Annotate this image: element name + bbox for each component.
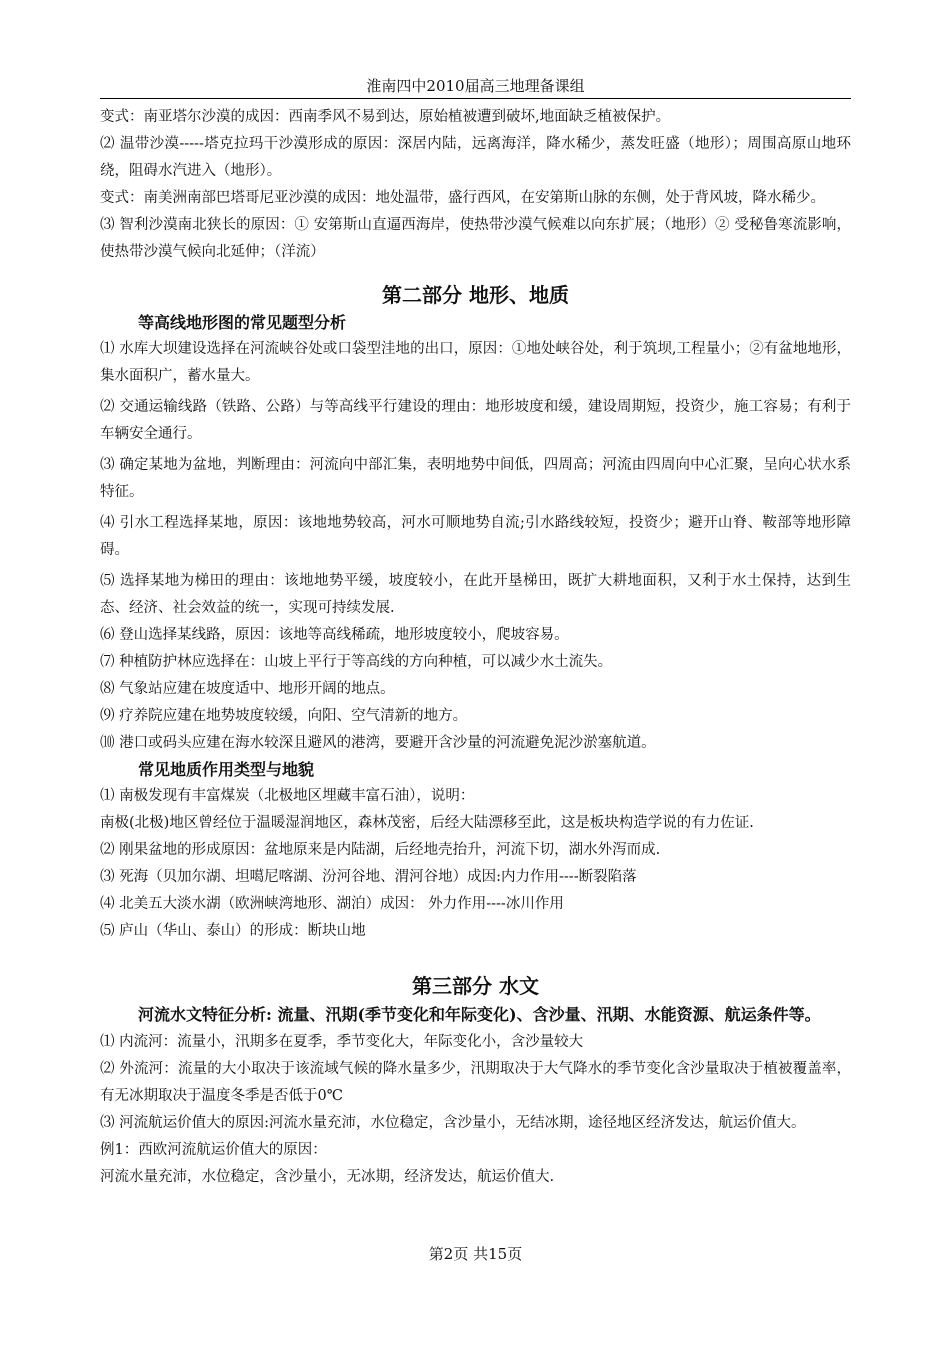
list-item: ⑼ 疗养院应建在地势坡度较缓，向阳、空气清新的地方。 [100,708,468,724]
list-item: ⑶ 河流航运价值大的原因:河流水量充沛，水位稳定，含沙量小，无结冰期，途径地区经济发达，航运价值大。 [100,1115,806,1131]
paragraph: ⑵ 温带沙漠-----塔克拉玛干沙漠形成的原因：深居内陆，远离海洋，降水稀少，蒸发旺盛（地形）；周围高原山地环绕，阻碍水汽进入（地形）。 [100,136,851,179]
list-item: ⑴ 南极发现有丰富煤炭（北极地区埋藏丰富石油），说明： [100,788,475,804]
list-item: ⑵ 刚果盆地的形成原因：盆地原来是内陆湖，后经地壳抬升，河流下切，湖水外泻而成. [100,842,661,858]
paragraph: ⑶ 智利沙漠南北狭长的原因：① 安第斯山直逼西海岸，使热带沙漠气候难以向东扩展；（地形）② 受秘鲁寒流影响，使热带沙漠气候向北延伸；（洋流） [100,217,851,260]
list-item: ⑺ 种植防护林应选择在：山坡上平行于等高线的方向种植，可以减少水土流失。 [100,654,613,670]
list-item: 例1：西欧河流航运价值大的原因： [100,1142,327,1158]
list-item: ⑵ 外流河：流量的大小取决于该流域气候的降水量多少，汛期取决于大气降水的季节变化含沙量取决于植被覆盖率，有无冰期取决于温度冬季是否低于0℃ [100,1061,851,1104]
list-item: ⑸ 庐山（华山、泰山）的形成：断块山地 [100,923,366,939]
subsection-title: 河流水文特征分析: 流量、汛期(季节变化和年际变化)、含沙量、汛期、水能资源、航运条件等。 [138,1005,821,1024]
list-item: 河流水量充沛，水位稳定，含沙量小，无冰期，经济发达，航运价值大. [100,1169,555,1185]
subsection-title: 等高线地形图的常见题型分析 [138,313,347,332]
header-rule [100,98,851,99]
page-content [100,104,851,1191]
list-item: ⑵ 交通运输线路（铁路、公路）与等高线平行建设的理由：地形坡度和缓，建设周期短，投资少，施工容易；有利于车辆安全通行。 [100,399,851,442]
subsection-title: 常见地质作用类型与地貌 [138,760,315,779]
list-item: ⑹ 登山选择某线路，原因：该地等高线稀疏，地形坡度较小，爬坡容易。 [100,627,569,643]
list-item: ⑶ 确定某地为盆地，判断理由：河流向中部汇集，表明地势中间低，四周高；河流由四周向中心汇聚，呈向心状水系特征。 [100,457,851,500]
list-item: ⑶ 死海（贝加尔湖、坦噶尼喀湖、汾河谷地、渭河谷地）成因:内力作用----断裂陷落 [100,869,637,885]
page-header: 淮南四中2010届高三地理备课组 [366,77,585,95]
list-item: ⑴ 内流河：流量小，汛期多在夏季，季节变化大，年际变化小，含沙量较大 [100,1034,584,1050]
list-item: ⑽ 港口或码头应建在海水较深且避风的港湾，要避开含沙量的河流避免泥沙淤塞航道。 [100,735,656,751]
list-item: ⑸ 选择某地为梯田的理由：该地地势平缓，坡度较小，在此开垦梯田，既扩大耕地面积，又利于水土保持，达到生态、经济、社会效益的统一，实现可持续发展. [100,573,851,616]
paragraph: 变式：南亚塔尔沙漠的成因：西南季风不易到达，原始植被遭到破坏,地面缺乏植被保护。 [100,109,671,125]
section-title: 第二部分 地形、地质 [382,283,569,307]
paragraph: 变式：南美洲南部巴塔哥尼亚沙漠的成因：地处温带，盛行西风，在安第斯山脉的东侧，处于背风坡，降水稀少。 [100,190,825,206]
list-item: ⑷ 北美五大淡水湖（欧洲峡湾地形、湖泊）成因： 外力作用----冰川作用 [100,896,564,912]
page-footer: 第2页 共15页 [428,1245,523,1263]
list-item: ⑻ 气象站应建在坡度适中、地形开阔的地点。 [100,681,395,697]
section-title: 第三部分 水文 [412,974,539,998]
list-item: 南极(北极)地区曾经位于温暖湿润地区，森林茂密，后经大陆漂移至此，这是板块构造学说的有力佐证. [100,815,754,831]
list-item: ⑴ 水库大坝建设选择在河流峡谷处或口袋型洼地的出口，原因：①地处峡谷处，利于筑坝,工程量小；②有盆地地形，集水面积广，蓄水量大。 [100,341,851,384]
list-item: ⑷ 引水工程选择某地，原因：该地地势较高，河水可顺地势自流;引水路线较短，投资少；避开山脊、鞍部等地形障碍。 [100,515,851,558]
